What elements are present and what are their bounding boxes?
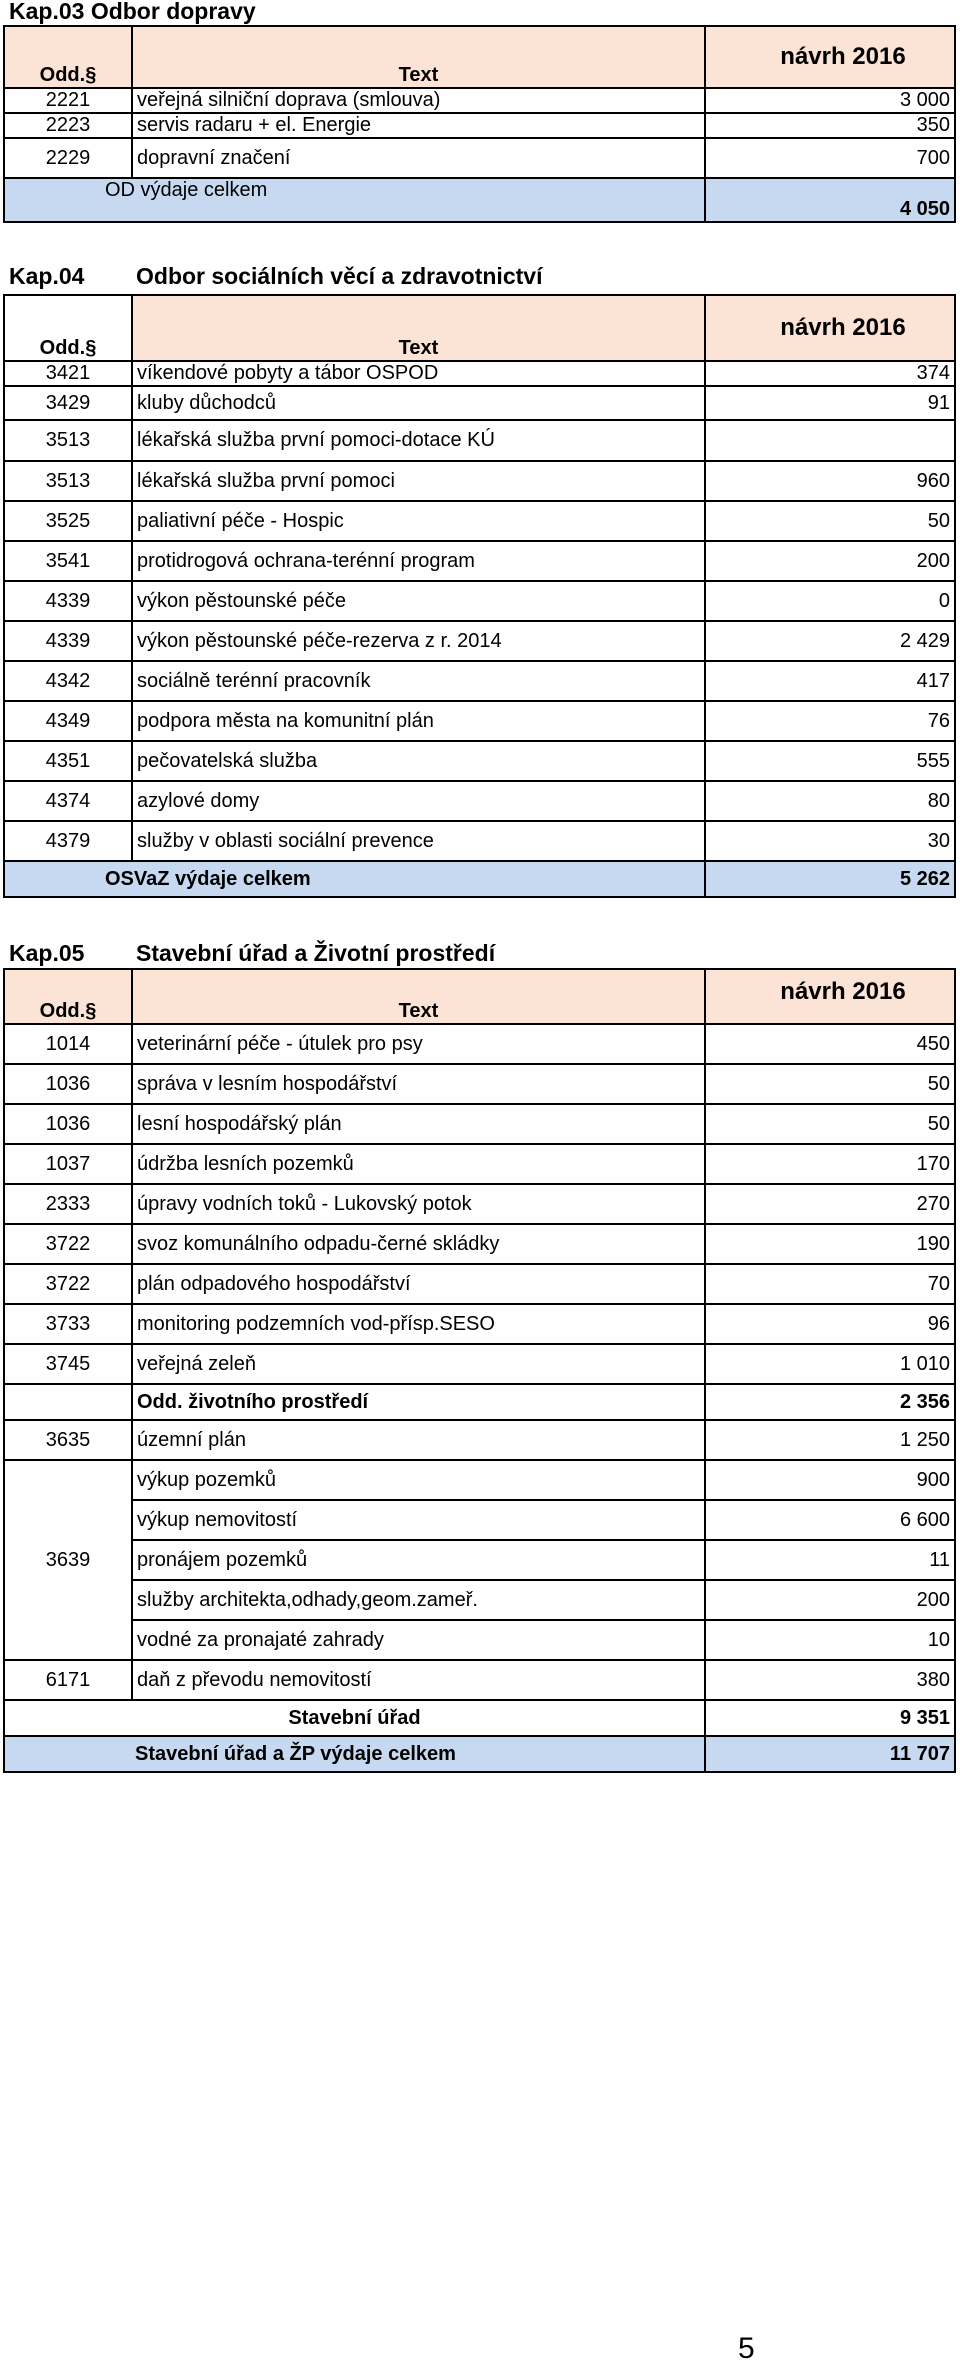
header-text: Text (132, 26, 705, 88)
row-odd: 4349 (4, 701, 132, 741)
total-row (4, 1736, 955, 1772)
row-odd: 3722 (4, 1224, 132, 1264)
row-odd: 1037 (4, 1144, 132, 1184)
table-row (4, 1144, 955, 1184)
header-odd: Odd.§ (4, 26, 132, 88)
table-row (4, 361, 955, 386)
row-value: 80 (705, 781, 955, 821)
row-value: 200 (705, 541, 955, 581)
kap04-name: Odbor sociálních věcí a zdravotnictví (136, 263, 543, 289)
header-odd: Odd.§ (4, 969, 132, 1024)
table-row (4, 821, 955, 861)
table-row (4, 1500, 955, 1540)
row-text: vodné za pronajaté zahrady (132, 1620, 705, 1660)
table-row (4, 541, 955, 581)
row-odd: 4339 (4, 581, 132, 621)
row-text: daň z převodu nemovitostí (132, 1660, 705, 1700)
table-row (4, 386, 955, 420)
total-row (4, 178, 955, 222)
row-value: 170 (705, 1144, 955, 1184)
table-row (4, 1224, 955, 1264)
subtotal-label: Stavební úřad (4, 1700, 705, 1736)
row-text: svoz komunálního odpadu-černé skládky (132, 1224, 705, 1264)
row-value: 270 (705, 1184, 955, 1224)
row-text: pronájem pozemků (132, 1540, 705, 1580)
row-value: 700 (705, 138, 955, 178)
row-value: 6 600 (705, 1500, 955, 1540)
row-odd: 6171 (4, 1660, 132, 1700)
row-odd: 4379 (4, 821, 132, 861)
table-row (4, 781, 955, 821)
row-odd: 3722 (4, 1264, 132, 1304)
row-value: 50 (705, 501, 955, 541)
row-odd: 3733 (4, 1304, 132, 1344)
row-text: servis radaru + el. Energie (132, 113, 705, 138)
row-value: 200 (705, 1580, 955, 1620)
row-text: veřejná silniční doprava (smlouva) (132, 88, 705, 113)
row-value: 450 (705, 1024, 955, 1064)
table-row (4, 621, 955, 661)
row-value: 30 (705, 821, 955, 861)
row-odd: 1014 (4, 1024, 132, 1064)
table-header (4, 969, 955, 1024)
row-value: 417 (705, 661, 955, 701)
kap03-title: Kap.03 Odbor dopravy (9, 0, 256, 24)
row-text: protidrogová ochrana-terénní program (132, 541, 705, 581)
row-value: 380 (705, 1660, 955, 1700)
table-row (4, 1184, 955, 1224)
row-odd: 3513 (4, 420, 132, 461)
row-value: 3 000 (705, 88, 955, 113)
subtotal-row (4, 1384, 955, 1420)
table-row (4, 113, 955, 138)
table-row (4, 1344, 955, 1384)
table-header (4, 26, 955, 88)
total-row (4, 861, 955, 897)
row-value (705, 420, 955, 461)
row-text: výkup nemovitostí (132, 1500, 705, 1540)
row-odd: 3429 (4, 386, 132, 420)
table-row (4, 1580, 955, 1620)
row-odd: 3513 (4, 461, 132, 501)
table-row (4, 1064, 955, 1104)
table-row (4, 461, 955, 501)
table-row (4, 138, 955, 178)
row-odd: 2223 (4, 113, 132, 138)
kap05-number: Kap.05 (9, 940, 85, 966)
table-row (4, 1024, 955, 1064)
row-odd: 1036 (4, 1064, 132, 1104)
header-navrh: návrh 2016 (705, 295, 955, 361)
row-text: plán odpadového hospodářství (132, 1264, 705, 1304)
table-row (4, 1104, 955, 1144)
row-text: veterinární péče - útulek pro psy (132, 1024, 705, 1064)
row-odd: 4351 (4, 741, 132, 781)
row-value: 190 (705, 1224, 955, 1264)
row-value: 50 (705, 1104, 955, 1144)
row-text: azylové domy (132, 781, 705, 821)
kap04-title (9, 263, 542, 290)
table-row (4, 501, 955, 541)
row-text: údržba lesních pozemků (132, 1144, 705, 1184)
total-label: OD výdaje celkem (4, 178, 705, 222)
row-odd: 2333 (4, 1184, 132, 1224)
row-text: sociálně terénní pracovník (132, 661, 705, 701)
row-text: dopravní značení (132, 138, 705, 178)
header-navrh: návrh 2016 (705, 26, 955, 88)
table-row (4, 1264, 955, 1304)
header-text: Text (132, 969, 705, 1024)
total-value: 5 262 (705, 861, 955, 897)
subtotal-value: 2 356 (705, 1384, 955, 1420)
row-text: lesní hospodářský plán (132, 1104, 705, 1144)
row-value: 11 (705, 1540, 955, 1580)
table-row (4, 1304, 955, 1344)
table-row (4, 701, 955, 741)
row-odd: 3639 (4, 1460, 132, 1660)
row-value: 1 010 (705, 1344, 955, 1384)
row-odd: 2229 (4, 138, 132, 178)
row-text: kluby důchodců (132, 386, 705, 420)
row-text: výkon pěstounské péče (132, 581, 705, 621)
row-odd: 4342 (4, 661, 132, 701)
row-text: monitoring podzemních vod-přísp.SESO (132, 1304, 705, 1344)
row-value: 0 (705, 581, 955, 621)
table-header (4, 295, 955, 361)
row-value: 2 429 (705, 621, 955, 661)
table-row (4, 1660, 955, 1700)
row-text: úpravy vodních toků - Lukovský potok (132, 1184, 705, 1224)
page-number: 5 (738, 2332, 755, 2365)
table-row (4, 661, 955, 701)
subtotal-spacer (4, 1384, 132, 1420)
total-label: Stavební úřad a ŽP výdaje celkem (4, 1736, 705, 1772)
subtotal-value: 9 351 (705, 1700, 955, 1736)
row-text: paliativní péče - Hospic (132, 501, 705, 541)
row-value: 960 (705, 461, 955, 501)
row-text: výkup pozemků (132, 1460, 705, 1500)
row-text: lékařská služba první pomoci-dotace KÚ (132, 420, 705, 461)
kap05-title (9, 940, 495, 967)
header-odd: Odd.§ (4, 295, 132, 361)
table-row (4, 1460, 955, 1500)
row-value: 50 (705, 1064, 955, 1104)
table-row (4, 741, 955, 781)
row-value: 350 (705, 113, 955, 138)
header-navrh: návrh 2016 (705, 969, 955, 1024)
table-row (4, 581, 955, 621)
row-text: správa v lesním hospodářství (132, 1064, 705, 1104)
row-odd: 3421 (4, 361, 132, 386)
row-value: 900 (705, 1460, 955, 1500)
table-row (4, 1540, 955, 1580)
subtotal-row (4, 1700, 955, 1736)
row-text: pečovatelská služba (132, 741, 705, 781)
row-odd: 1036 (4, 1104, 132, 1144)
row-value: 1 250 (705, 1420, 955, 1460)
table-row (4, 88, 955, 113)
row-text: územní plán (132, 1420, 705, 1460)
row-value: 70 (705, 1264, 955, 1304)
table-row (4, 1420, 955, 1460)
kap05-table (3, 968, 956, 1773)
total-value: 11 707 (705, 1736, 955, 1772)
row-odd: 3541 (4, 541, 132, 581)
total-label: OSVaZ výdaje celkem (4, 861, 705, 897)
row-text: služby v oblasti sociální prevence (132, 821, 705, 861)
table-row (4, 420, 955, 461)
kap05-name: Stavební úřad a Životní prostředí (136, 940, 496, 966)
row-value: 76 (705, 701, 955, 741)
row-odd: 4374 (4, 781, 132, 821)
row-odd: 4339 (4, 621, 132, 661)
row-value: 555 (705, 741, 955, 781)
row-value: 96 (705, 1304, 955, 1344)
kap04-number: Kap.04 (9, 263, 85, 289)
row-odd: 3745 (4, 1344, 132, 1384)
row-value: 91 (705, 386, 955, 420)
row-odd: 3635 (4, 1420, 132, 1460)
row-text: služby architekta,odhady,geom.zameř. (132, 1580, 705, 1620)
row-text: podpora města na komunitní plán (132, 701, 705, 741)
subtotal-label: Odd. životního prostředí (132, 1384, 705, 1420)
row-odd: 2221 (4, 88, 132, 113)
kap03-table (3, 25, 956, 223)
header-text: Text (132, 295, 705, 361)
row-text: víkendové pobyty a tábor OSPOD (132, 361, 705, 386)
kap04-table (3, 294, 956, 898)
row-text: veřejná zeleň (132, 1344, 705, 1384)
row-value: 374 (705, 361, 955, 386)
row-odd: 3525 (4, 501, 132, 541)
row-text: lékařská služba první pomoci (132, 461, 705, 501)
row-value: 10 (705, 1620, 955, 1660)
row-text: výkon pěstounské péče-rezerva z r. 2014 (132, 621, 705, 661)
total-value: 4 050 (705, 178, 955, 222)
table-row (4, 1620, 955, 1660)
